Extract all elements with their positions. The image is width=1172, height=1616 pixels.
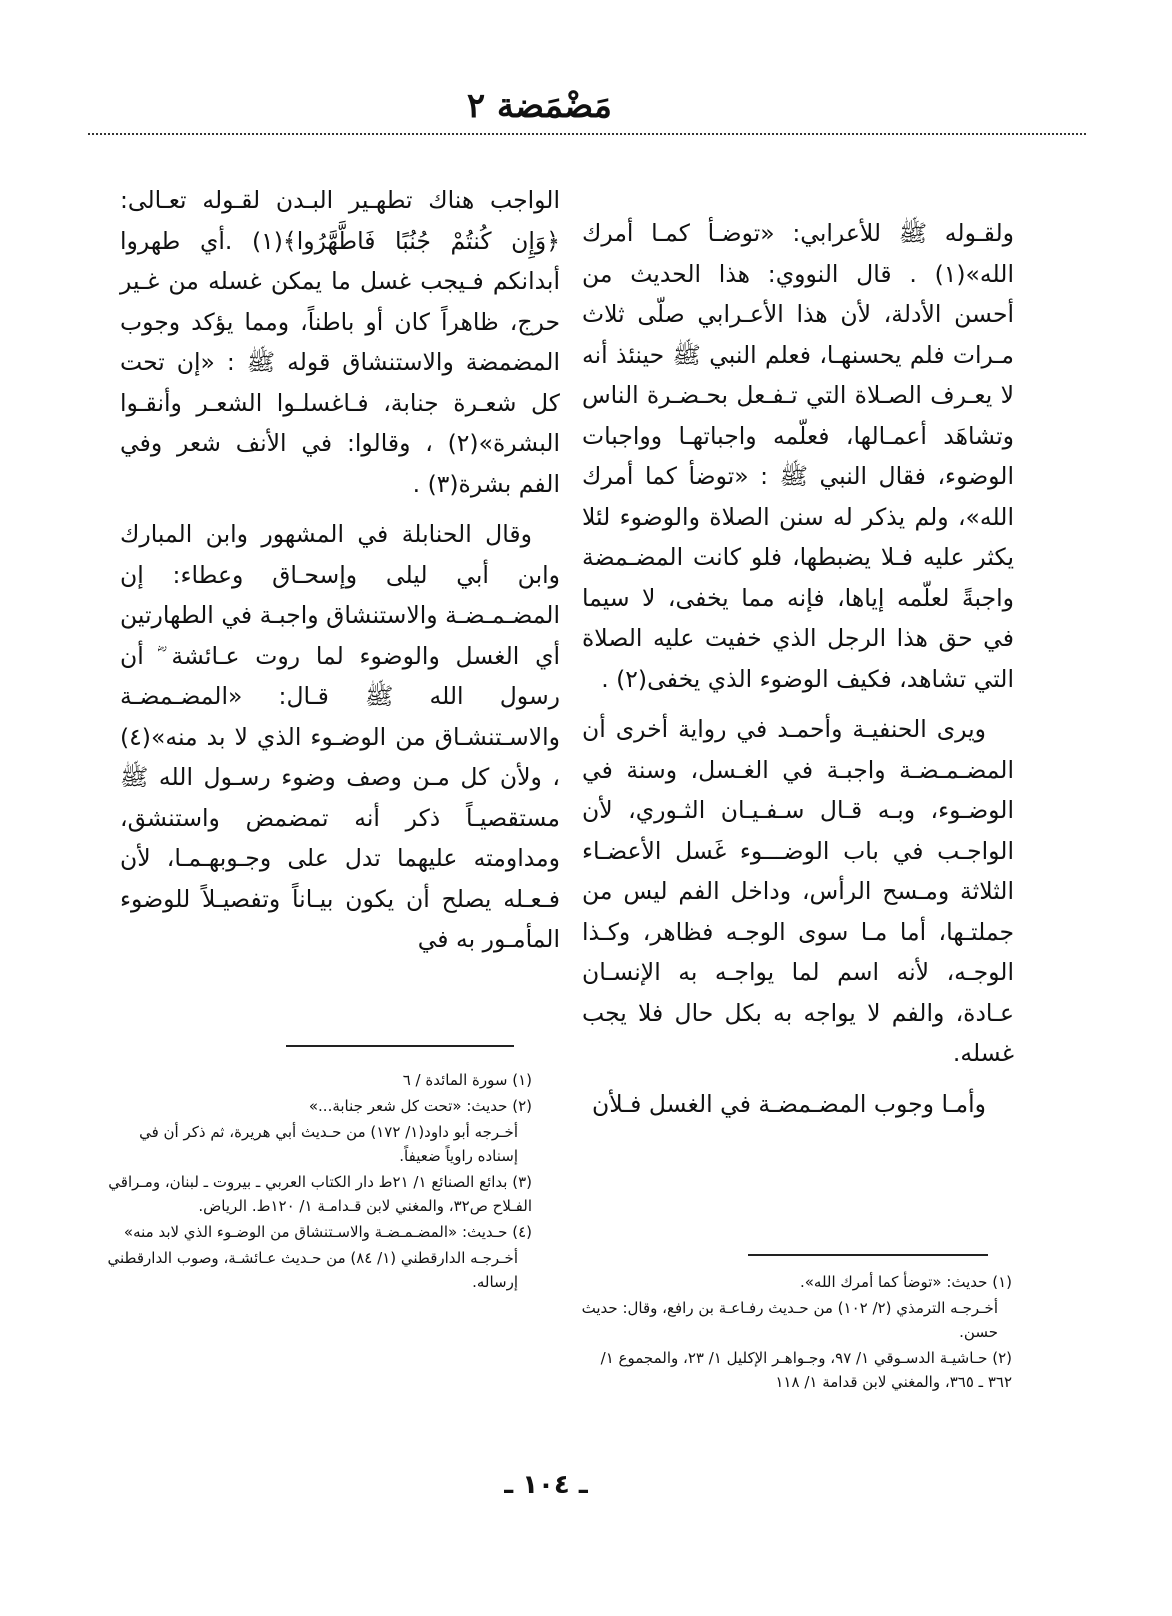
- footnote-source: أخـرجـه الترمذي (٢/ ١٠٢) من حـديث رفـاعـة بن رافع، وقال: حديث حسن.: [581, 1299, 998, 1341]
- paragraph: ويرى الحنفيـة وأحمـد في رواية أخرى أن المضـمـضـة واجبـة في الغـسل، وسنة في الوضـوء، وبـه قـال سـفـيـان الثـوري، لأن الواجـب في باب الوضـــوء غَسل الأعضـاء الثلاثة ومـسح الرأس، وداخل الفم ليس من جملتـها، أما مـا سوى الوجـه فظاهر، وكـذا الوجـه، لأنه اسم لما يواجـه به الإنسـان عـادة، والفم لا يواجه به بكل حال فلا يجب غسله.: [582, 715, 1014, 1067]
- footnote-source: أخـرجه أبو داود(١/ ١٧٢) من حـديث أبي هريرة، ثم ذكر أن في إسناده راوياً ضعيفاً.: [139, 1123, 518, 1165]
- left-footnotes: [102, 1068, 532, 1296]
- footnote: (١) حديث: «توضأ كما أمرك الله».: [799, 1273, 1012, 1291]
- footnote: (١) سورة المائدة / ٦: [402, 1071, 532, 1089]
- paragraph: وأمـا وجوب المضـمضـة في الغسل فـلأن: [592, 1089, 986, 1118]
- footnote: (٤) حـديث: «المضـمـضـة والاسـتنشاق من الوضـوء الذي لابد منه»: [123, 1223, 532, 1241]
- paragraph: ولقـوله ﷺ للأعرابي: «توضـأ كمـا أمرك الله»(١) . قال النووي: هذا الحديث من أحسن الأدلة، لأن هذا الأعـرابي صلّى ثلاث مـرات فلم يحسنهـا، فعلم النبي ﷺ حينئذ أنه لا يعـرف الصـلاة التي تـفـعل بحـضـرة الناس وتشاهَد أعمـالها، فعلّمه واجباتهـا وواجبات الوضوء، فقال النبي ﷺ : «توضأ كما أمرك الله»، ولم يذكر له سنن الصلاة والوضوء لئلا يكثر عليه فـلا يضبطها، فلو كانت المضـمضة واجبةً لعلّمه إياها، فإنه مما يخفى، لا سيما في حق هذا الرجل الذي خفيت عليه الصلاة التي تشاهد، فكيف الوضوء الذي يخفى(٢) .: [582, 219, 1014, 693]
- page-title: مَضْمَضة ٢: [466, 86, 612, 126]
- footnote: (٢) حديث: «تحت كل شعر جنابة...»: [308, 1097, 532, 1115]
- right-text-column: [582, 213, 1014, 1124]
- right-footnotes: [580, 1270, 1012, 1396]
- paragraph: وقال الحنابلة في المشهور وابن المبارك وابن أبي ليلى وإسحـاق وعطاء: إن المضـمـضـة والاستنشاق واجبـة في الطهارتين أي الغسل والوضوء لما روت عـائشة ؓ أن رسول الله ﷺ قـال: «المضـمضـة والاسـتنشـاق من الوضـوء الذي لا بد منه»(٤) ، ولأن كل مـن وصف وضوء رسـول الله ﷺ مستقصيـاً ذكر أنه تمضمض واستنشق، ومداومته عليهما تدل على وجـوبهـمـا، لأن فـعـله يصلح أن يكون بيـاناً وتفصيـلاً للوضوء المأمـور به في: [120, 520, 560, 953]
- left-text-column: [120, 180, 560, 960]
- footnote-source: أخـرجـه الدارقطني (١/ ٨٤) من حـديث عـائشـة، وصوب الدارقطني إرساله.: [107, 1249, 518, 1291]
- header-dotted-divider: [88, 133, 1086, 135]
- footnote-divider: [286, 1045, 514, 1047]
- footnote-divider: [748, 1254, 988, 1256]
- footnote: (٣) بدائع الصنائع ١/ ٢١ط دار الكتاب العربي ـ بيروت ـ لبنان، ومـراقي الفـلاح ص٣٢، والمغني لابن قـدامـة ١/ ١٢٠ط. الرياض.: [108, 1173, 532, 1215]
- page-number: ـ ١٠٤ ـ: [504, 1470, 588, 1500]
- paragraph: الواجب هناك تطهـير البـدن لقـوله تعـالى: ﴿وَإِن كُنتُمْ جُنُبًا فَاطَّهَّرُوا﴾(١) .أي طهروا أبدانكم فـيجب غسل ما يمكن غسله من غـير حرج، ظاهراً كان أو باطناً، ومما يؤكد وجوب المضمضة والاستنشاق قوله ﷺ : «إن تحت كل شعـرة جنابة، فـاغسلـوا الشعـر وأنقـوا البشرة»(٢) ، وقالوا: في الأنف شعر وفي الفم بشرة(٣) .: [120, 186, 561, 498]
- footnote: (٢) حـاشيـة الدسـوقي ١/ ٩٧، وجـواهـر الإكليل ١/ ٢٣، والمجموع ١/ ٣٦٢ ـ ٣٦٥، والمغني لابن قدامة ١/ ١١٨: [600, 1349, 1012, 1391]
